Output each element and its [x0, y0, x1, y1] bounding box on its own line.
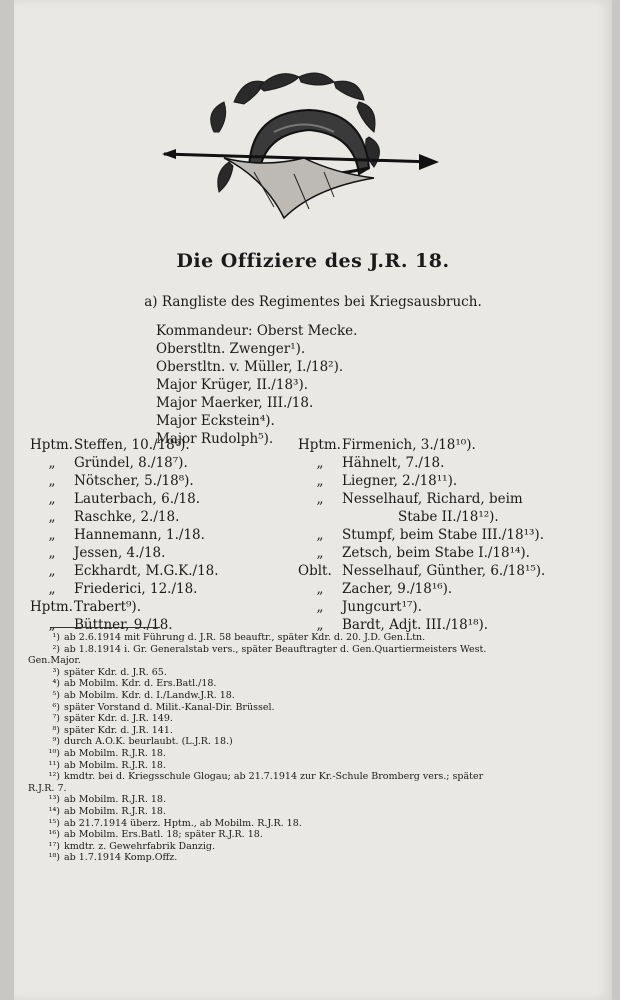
footnote-continuation	[28, 783, 558, 795]
page-title: Die Offiziere des J.R. 18.	[176, 250, 450, 272]
officer-name: Friederici, 12./18.	[74, 581, 198, 597]
footnote	[28, 725, 558, 737]
ditto-mark: „	[48, 617, 56, 633]
officer-name: Eckhardt, M.G.K./18.	[74, 563, 219, 579]
officer-name: Steffen, 10./18⁶).	[74, 437, 190, 453]
officer-row	[30, 454, 219, 472]
footnote-number: ¹¹)	[48, 759, 60, 771]
footnote	[28, 818, 558, 830]
footnote	[28, 806, 558, 818]
footnote	[28, 736, 558, 748]
ditto-mark: „	[48, 491, 56, 507]
book-page	[14, 0, 612, 1000]
rank-prefix: Hptm.	[30, 599, 73, 615]
staff-line: Oberstltn. v. Müller, I./18²).	[156, 359, 344, 375]
footnote-number: ³)	[52, 666, 60, 678]
ditto-mark: „	[48, 545, 56, 561]
footnote-number: ¹⁵)	[48, 817, 60, 829]
footnote-number: ¹²)	[48, 771, 60, 783]
footnotes	[28, 632, 558, 864]
footnote	[28, 748, 558, 760]
footnote-text: später Kdr. d. J.R. 65.	[64, 666, 167, 678]
footnote-text: ab Mobilm. Kdr. d. Ers.Batl./18.	[64, 678, 217, 690]
officer-name: Zacher, 9./18¹⁶).	[342, 581, 453, 597]
footnote-text: ab Mobilm. R.J.R. 18.	[64, 794, 166, 806]
officer-row-continuation	[298, 508, 545, 526]
footnote-text: später Kdr. d. J.R. 141.	[64, 724, 173, 736]
ditto-mark: „	[316, 473, 324, 489]
footnote	[28, 760, 558, 772]
footnote-text: ab 1.8.1914 i. Gr. Generalstab vers., später Beauftragter d. Gen.Quartiermeisters West.	[64, 643, 487, 655]
helmet-wreath-emblem	[154, 62, 444, 232]
officer-row	[298, 598, 545, 616]
officer-name: Raschke, 2./18.	[74, 509, 180, 525]
footnote-number: ⁹)	[52, 736, 60, 748]
footnote-number: ¹⁷)	[48, 840, 60, 852]
officer-name: Gründel, 8./18⁷).	[74, 455, 188, 471]
footnote-text: R.J.R. 7.	[28, 782, 67, 794]
footnote-text: ab Mobilm. Kdr. d. I./Landw.J.R. 18.	[64, 689, 235, 701]
officer-name: Trabert⁹).	[74, 599, 141, 615]
staff-line: Oberstltn. Zwenger¹).	[156, 341, 306, 357]
footnote-text: kmdtr. bei d. Kriegsschule Glogau; ab 21.7.1914 zur Kr.-Schule Bromberg vers.; später	[64, 771, 484, 783]
footnote-number: ¹⁰)	[48, 747, 60, 759]
ditto-mark: „	[316, 455, 324, 471]
officer-name: Jungcurt¹⁷).	[342, 599, 422, 615]
footnote-number: ⁷)	[52, 713, 60, 725]
officers-right-column	[298, 436, 545, 634]
footnote-text: ab Mobilm. R.J.R. 18.	[64, 759, 166, 771]
footnote-text: ab 1.7.1914 Komp.Offz.	[64, 852, 178, 864]
footnote	[28, 702, 558, 714]
footnote-text: ab 2.6.1914 mit Führung d. J.R. 58 beauftr., später Kdr. d. 20. J.D. Gen.Ltn.	[64, 632, 426, 643]
footnote	[28, 690, 558, 702]
officer-name: Liegner, 2./18¹¹).	[342, 473, 458, 489]
staff-line: Major Maerker, III./18.	[156, 395, 314, 411]
footnote-number: ²)	[52, 643, 60, 655]
footnote	[28, 678, 558, 690]
officer-name: Zetsch, beim Stabe I./18¹⁴).	[342, 545, 530, 561]
officer-name: Stabe II./18¹²).	[398, 509, 499, 525]
officer-row	[298, 562, 545, 580]
footnote-number: ⁴)	[52, 678, 60, 690]
officer-name: Hähnelt, 7./18.	[342, 455, 445, 471]
footnote-text: durch A.O.K. beurlaubt. (L.J.R. 18.)	[64, 736, 233, 748]
ditto-mark: „	[316, 581, 324, 597]
officer-name: Nötscher, 5./18⁸).	[74, 473, 194, 489]
ditto-mark: „	[48, 563, 56, 579]
footnote-continuation	[28, 655, 558, 667]
footnote	[28, 713, 558, 725]
officer-name: Lauterbach, 6./18.	[74, 491, 201, 507]
ditto-mark: „	[48, 581, 56, 597]
footnote-text: ab Mobilm. Ers.Batl. 18; später R.J.R. 18.	[64, 829, 263, 841]
officer-row	[30, 544, 219, 562]
officer-row	[298, 526, 545, 544]
officer-row	[30, 472, 219, 490]
footnote	[28, 829, 558, 841]
rank-prefix: Hptm.	[30, 437, 73, 453]
footnote-text: kmdtr. z. Gewehrfabrik Danzig.	[64, 840, 216, 852]
ditto-mark: „	[316, 491, 324, 507]
staff-line: Major Rudolph⁵).	[156, 431, 274, 447]
officer-row	[298, 472, 545, 490]
footnote-text: ab 21.7.1914 überz. Hptm., ab Mobilm. R.J.R. 18.	[64, 817, 302, 829]
footnote-divider	[50, 627, 160, 628]
footnote-text: später Vorstand d. Milit.-Kanal-Dir. Brüssel.	[64, 701, 275, 713]
ditto-mark: „	[48, 509, 56, 525]
officer-row	[30, 490, 219, 508]
officers-left-column	[30, 436, 219, 634]
ditto-mark: „	[48, 455, 56, 471]
footnote	[28, 852, 558, 864]
section-subtitle: a) Rangliste des Regimentes bei Kriegsausbruch.	[144, 294, 482, 310]
ditto-mark: „	[316, 599, 324, 615]
footnote	[28, 667, 558, 679]
officer-name: Firmenich, 3./18¹⁰).	[342, 437, 476, 453]
officer-name: Büttner, 9./18.	[74, 617, 173, 633]
footnote-text: Gen.Major.	[28, 655, 81, 667]
officer-name: Nesselhauf, Günther, 6./18¹⁵).	[342, 563, 546, 579]
footnote-number: ⁸)	[52, 724, 60, 736]
officer-row	[30, 508, 219, 526]
officer-row	[30, 526, 219, 544]
officer-row	[298, 436, 545, 454]
officer-name: Nesselhauf, Richard, beim	[342, 491, 523, 507]
officer-name: Bardt, Adjt. III./18¹⁸).	[342, 617, 489, 633]
footnote	[28, 794, 558, 806]
officer-name: Jessen, 4./18.	[74, 545, 166, 561]
officer-row	[298, 580, 545, 598]
footnote	[28, 841, 558, 853]
ditto-mark: „	[316, 617, 324, 633]
ditto-mark: „	[48, 527, 56, 543]
footnote	[28, 644, 558, 656]
footnote-number: ⁶)	[52, 701, 60, 713]
footnote-number: ¹)	[52, 632, 60, 643]
ditto-mark: „	[316, 545, 324, 561]
officer-row	[298, 544, 545, 562]
footnote-number: ¹⁸)	[48, 852, 60, 864]
footnote-number: ¹³)	[48, 794, 60, 806]
footnote-number: ⁵)	[52, 689, 60, 701]
officer-name: Stumpf, beim Stabe III./18¹³).	[342, 527, 544, 543]
staff-line: Major Eckstein⁴).	[156, 413, 275, 429]
staff-officers-list	[156, 322, 357, 448]
officer-row	[298, 454, 545, 472]
officer-row	[30, 436, 219, 454]
rank-prefix: Hptm.	[298, 437, 341, 453]
officer-name: Hannemann, 1./18.	[74, 527, 205, 543]
staff-line: Kommandeur: Oberst Mecke.	[156, 323, 358, 339]
ditto-mark: „	[48, 473, 56, 489]
footnote-number: ¹⁴)	[48, 805, 60, 817]
footnote-text: ab Mobilm. R.J.R. 18.	[64, 805, 166, 817]
officer-row	[30, 598, 219, 616]
ditto-mark: „	[316, 527, 324, 543]
rank-prefix: Oblt.	[298, 563, 332, 579]
officer-row	[30, 580, 219, 598]
footnote-number: ¹⁶)	[48, 829, 60, 841]
footnote-text: später Kdr. d. J.R. 149.	[64, 713, 173, 725]
officer-row	[298, 490, 545, 508]
officer-row	[30, 562, 219, 580]
footnote	[28, 771, 558, 783]
footnote	[28, 632, 558, 644]
staff-line: Major Krüger, II./18³).	[156, 377, 309, 393]
footnote-text: ab Mobilm. R.J.R. 18.	[64, 747, 166, 759]
